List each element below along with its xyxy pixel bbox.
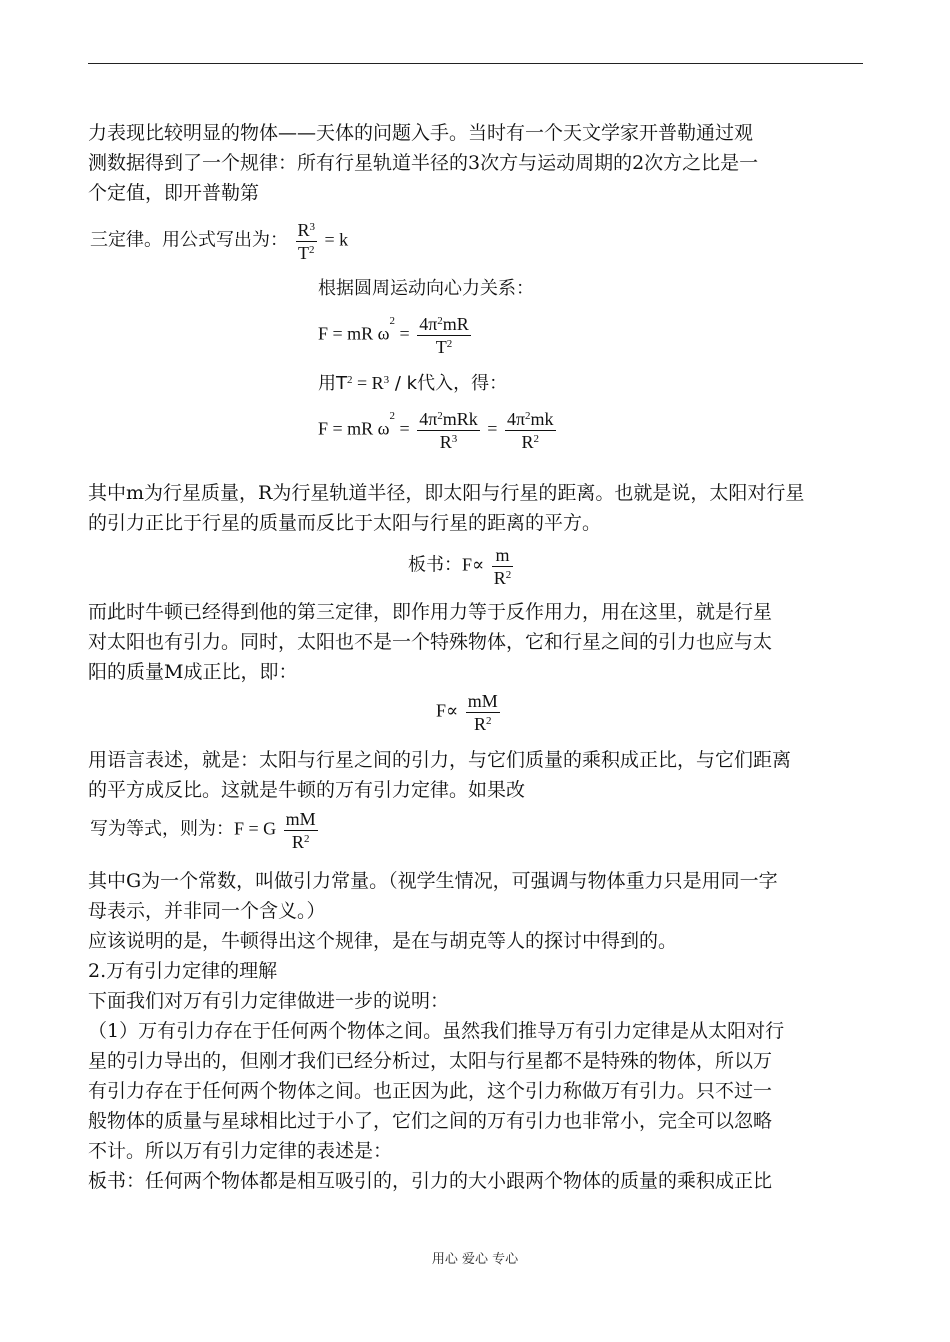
text-line: 其中m为行星质量，R为行星轨道半径，即太阳与行星的距离。也就是说，太阳对行星: [88, 482, 805, 504]
centripetal-label: [318, 277, 534, 300]
text-line: 星的引力导出的，但刚才我们已经分析过，太阳与行星都不是特殊的物体，所以万: [88, 1050, 773, 1072]
omega-symbol: ω: [377, 323, 390, 344]
exponent: 3: [309, 221, 316, 233]
equality-form: [90, 808, 321, 853]
eq-lhs: F = mR: [318, 418, 374, 439]
text-line: 的引力正比于行星的质量而反比于太阳与行星的距离的平方。: [88, 512, 602, 534]
substitution-line: [318, 372, 507, 395]
paragraph-law-statement: [88, 745, 868, 805]
text-line: 个定值，即开普勒第: [88, 182, 260, 204]
numerator: mM: [467, 691, 498, 711]
paragraph-mass-distance: [88, 478, 868, 538]
exponent: 2: [303, 833, 310, 845]
den-base: T: [298, 243, 309, 263]
num-part: mRk: [442, 409, 478, 429]
proportional-symbol: ∝: [472, 554, 485, 575]
equality-prefix: 写为等式，则为：: [90, 818, 234, 840]
exponent: 2: [389, 315, 396, 327]
text-line: 而此时牛顿已经得到他的第三定律，即作用力等于反作用力，用在这里，就是行星: [88, 601, 773, 623]
eq-lhs: F = mR: [318, 323, 374, 344]
text-line: 阳的质量M成正比，即：: [88, 661, 298, 683]
exponent: 2: [505, 569, 512, 581]
text-line: 的平方成反比。这就是牛顿的万有引力定律。如果改: [88, 779, 526, 801]
text-line: 有引力存在于任何两个物体之间。也正因为此，这个引力称做万有引力。只不过一: [88, 1080, 773, 1102]
numerator: m: [492, 544, 514, 567]
equals-k: = k: [324, 229, 349, 250]
equals-sign: =: [399, 323, 410, 344]
exponent: 2: [389, 410, 396, 422]
text-line: 下面我们对万有引力定律做进一步的说明：: [88, 990, 450, 1012]
num-part: mk: [530, 409, 554, 429]
equals-sign: =: [487, 418, 498, 439]
den-base: R: [521, 432, 534, 452]
fraction: [284, 808, 318, 853]
exponent: 2: [437, 410, 443, 422]
equation-force-1: [318, 313, 474, 358]
text-line: 应该说明的是，牛顿得出这个规律，是在与胡克等人的探讨中得到的。: [88, 930, 678, 952]
exponent: 2: [309, 244, 315, 256]
den-base: R: [473, 714, 486, 734]
den-base: T: [435, 337, 447, 357]
paragraph-understanding: [88, 866, 868, 1196]
equals-sign: =: [399, 418, 410, 439]
equation-force-2: [318, 408, 559, 453]
fraction: [505, 408, 556, 453]
num-part: 4π: [419, 314, 438, 334]
eq-lhs: F: [436, 700, 447, 721]
kepler-third-law-formula: [90, 219, 348, 264]
board-prefix: 板书：: [408, 554, 462, 576]
text-line: 板书：任何两个物体都是相互吸引的，引力的大小跟两个物体的质量的乘积成正比: [88, 1170, 773, 1192]
fraction: [296, 219, 318, 264]
den-base: R: [439, 432, 452, 452]
paragraph-kepler-intro: [88, 118, 868, 208]
eq-lhs: F: [462, 554, 473, 575]
num-base: R: [297, 220, 310, 240]
exponent: 2: [347, 374, 353, 386]
proportional-symbol: ∝: [446, 700, 459, 721]
sub-text: = R: [352, 373, 384, 393]
fraction: [466, 690, 500, 735]
exponent: 3: [451, 433, 458, 445]
exponent: 2: [446, 338, 453, 350]
paragraph-newton-third-law: [88, 597, 868, 687]
eq-lhs: F = G: [234, 818, 277, 839]
text-line: 不计。所以万有引力定律的表述是：: [88, 1140, 393, 1162]
text-line: （1）万有引力存在于任何两个物体之间。虽然我们推导万有引力定律是从太阳对行: [88, 1020, 785, 1042]
text-line: 测数据得到了一个规律：所有行星轨道半径的3次方与运动周期的2次方之比是一: [88, 152, 759, 174]
text-line: 母表示，并非同一个含义。）: [88, 900, 326, 922]
sub-text: / k代入，得：: [389, 373, 508, 394]
text-line: 般物体的质量与星球相比过于小了，它们之间的万有引力也非常小，完全可以忽略: [88, 1110, 773, 1132]
kepler-prefix: 三定律。用公式写出为：: [90, 229, 288, 251]
num-part: 4π: [506, 409, 526, 429]
text-line: 力表现比较明显的物体——天体的问题入手。当时有一个天文学家开普勒通过观: [88, 122, 754, 144]
num-part: mR: [442, 314, 469, 334]
omega-symbol: ω: [377, 418, 390, 439]
exponent: 2: [533, 433, 540, 445]
den-base: R: [493, 568, 506, 588]
num-part: 4π: [419, 409, 438, 429]
fraction: [417, 313, 471, 358]
fraction: [417, 408, 480, 453]
numerator: mM: [285, 809, 316, 829]
exponent: 3: [383, 374, 390, 386]
fraction: [492, 544, 514, 589]
label-text: 根据圆周运动向心力关系：: [318, 278, 534, 299]
exponent: 2: [437, 315, 443, 327]
section-heading: 2.万有引力定律的理解: [88, 960, 278, 982]
exponent: 2: [485, 715, 492, 727]
sub-text: 用T: [318, 373, 347, 394]
text-line: 用语言表述，就是：太阳与行星之间的引力，与它们质量的乘积成正比，与它们距离: [88, 749, 792, 771]
text-line: 其中G为一个常数，叫做引力常量。（视学生情况，可强调与物体重力只是用同一字: [88, 870, 778, 892]
header-rule: [88, 63, 863, 64]
exponent: 2: [525, 410, 531, 422]
board-proportion-1: [408, 544, 516, 589]
text-line: 对太阳也有引力。同时，太阳也不是一个特殊物体，它和行星之间的引力也应与太: [88, 631, 773, 653]
proportion-2: [436, 690, 503, 735]
den-base: R: [291, 832, 304, 852]
page-footer: 用心 爱心 专心: [431, 1252, 519, 1267]
